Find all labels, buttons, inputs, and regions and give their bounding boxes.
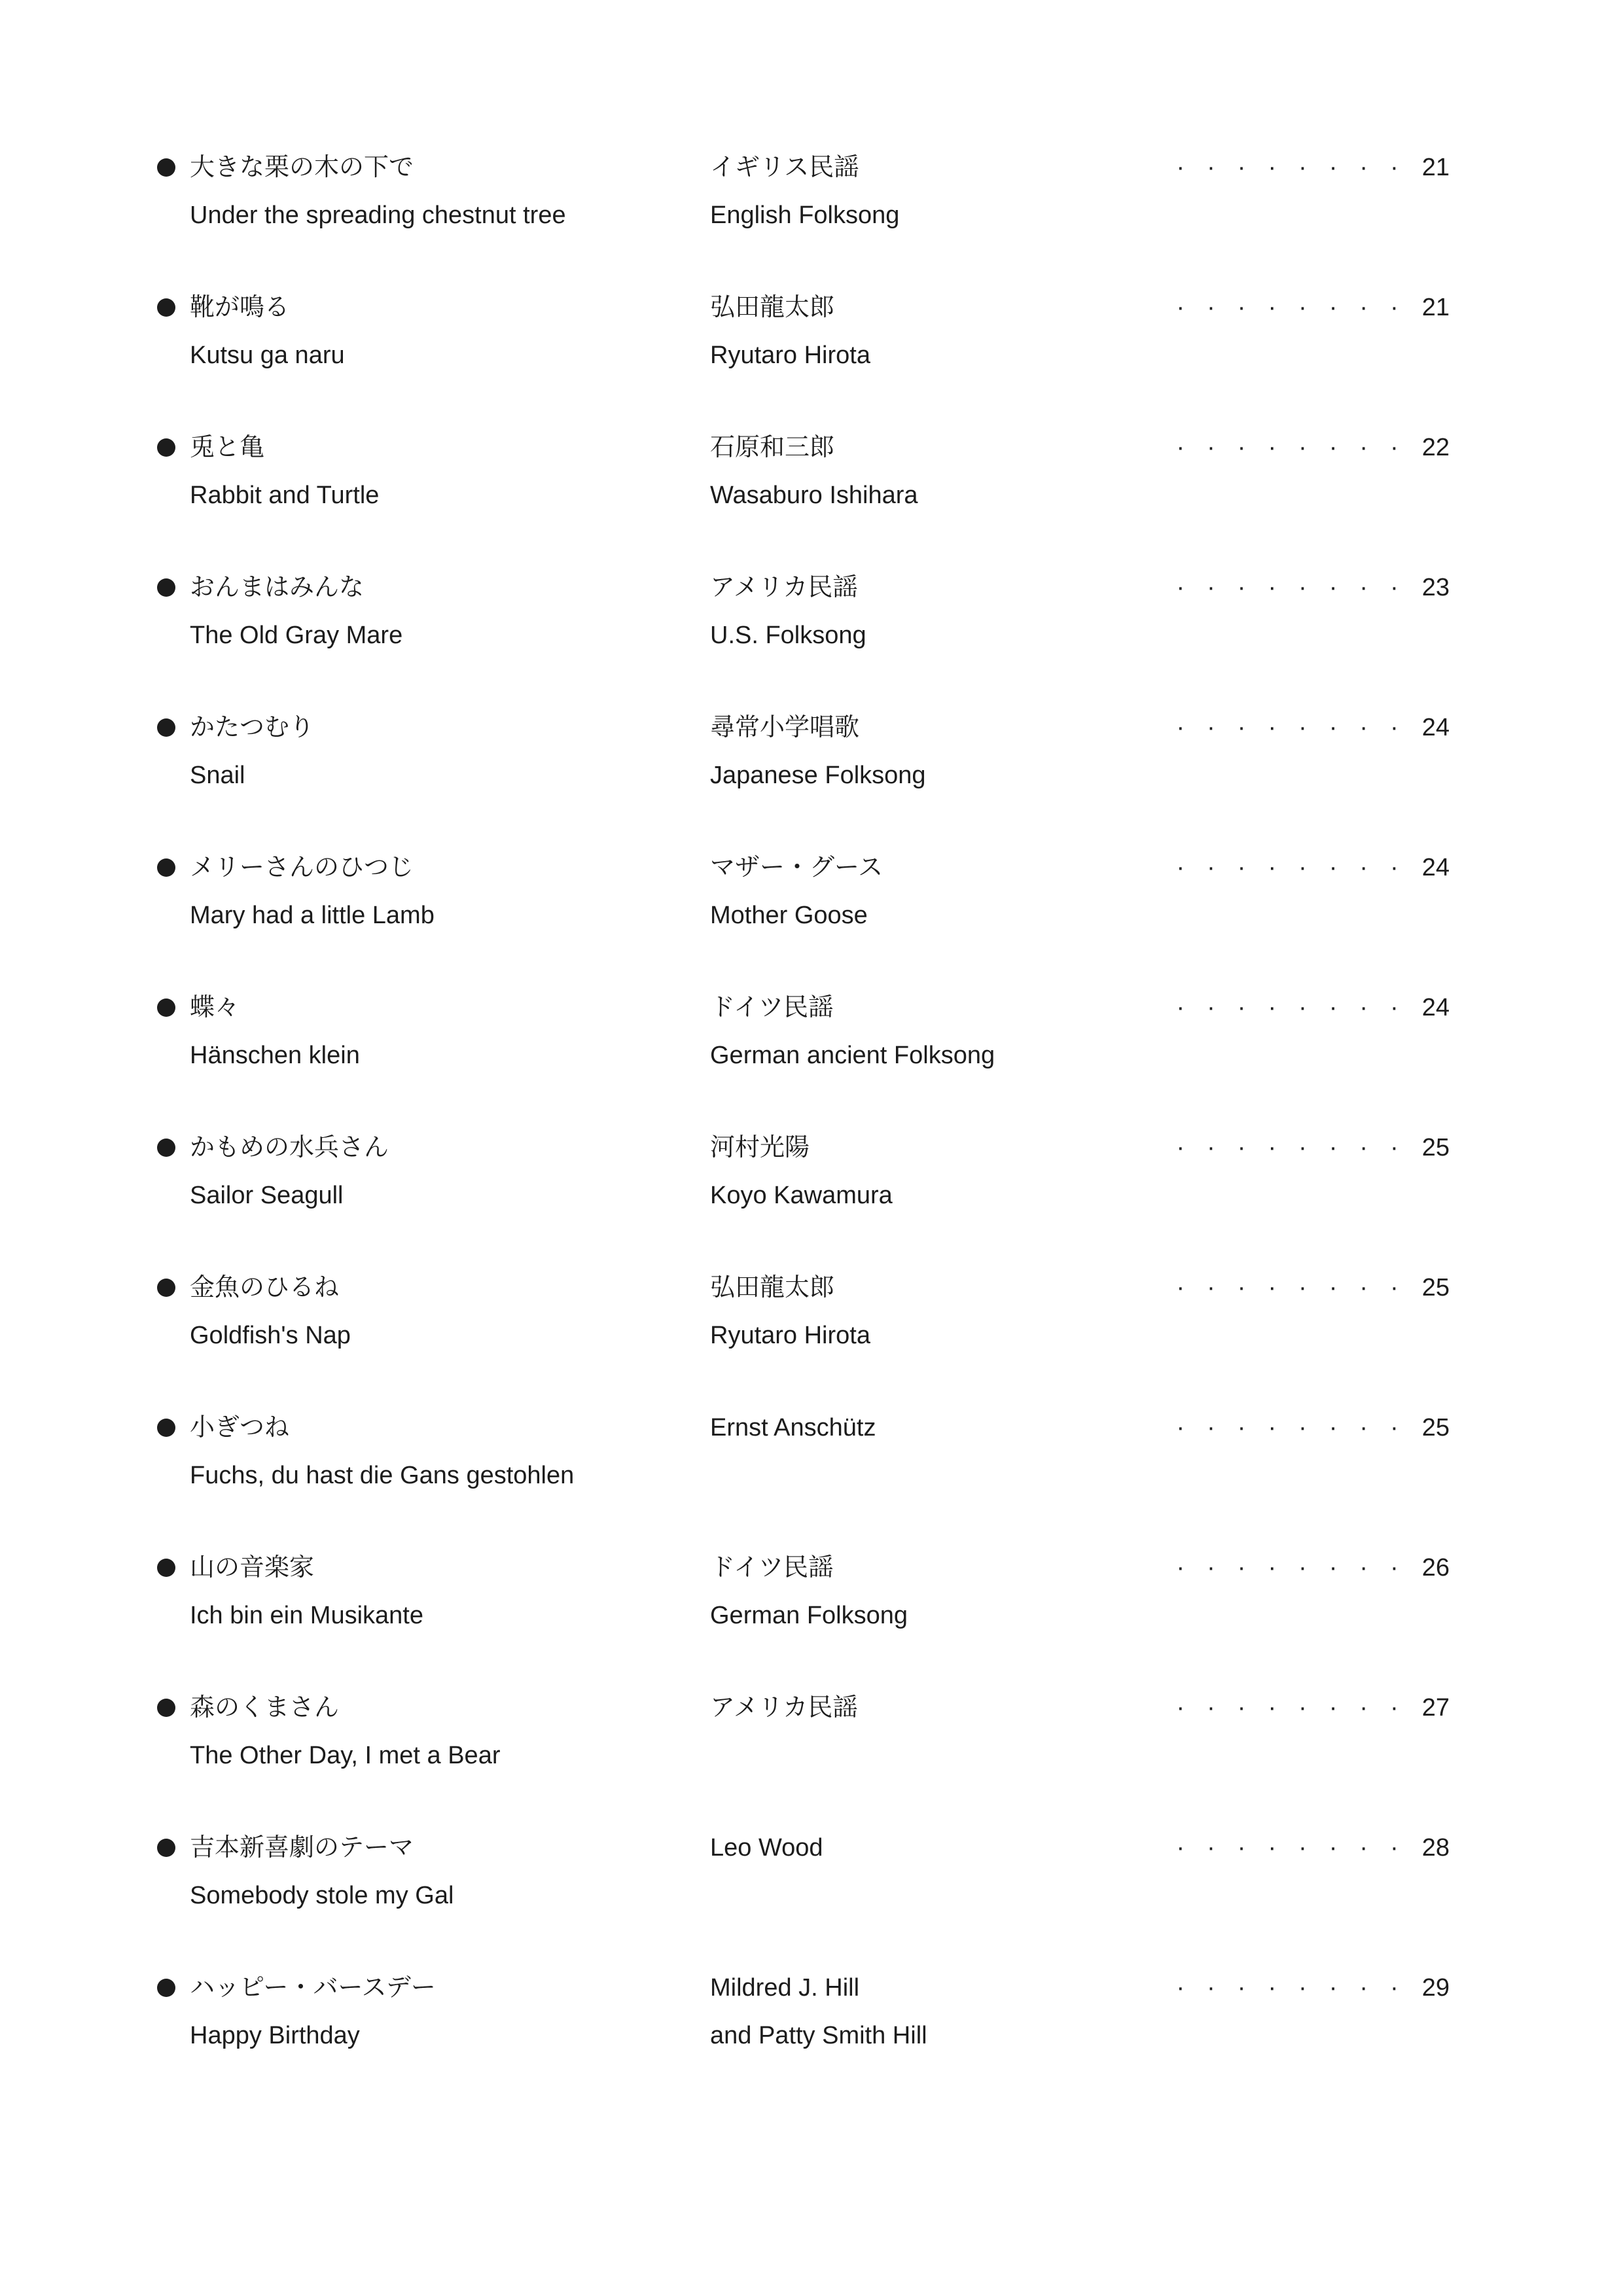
composer-ja: Mildred J. Hill [710,1974,860,2002]
bullet-cell [157,1693,190,1771]
composer-cell [710,433,1152,510]
title-cell [190,573,710,650]
title-cell [190,1133,710,1210]
composer-en [710,1881,1152,1911]
bullet-icon [157,1139,175,1157]
pageref-cell [1152,1133,1450,1210]
leader-dots: ········ [1176,1134,1421,1161]
composer-en: and Patty Smith Hill [710,2022,927,2049]
composer-en [710,1740,1152,1771]
toc-entry [157,1553,1450,1693]
pageref-cell [1152,1973,1450,2051]
bullet-icon [157,158,175,177]
leader-dots: ········ [1176,1554,1421,1581]
composer-cell [710,1413,1152,1491]
title-ja: おんまはみんな [190,574,365,601]
title-ja: 森のくまさん [190,1694,340,1722]
bullet-cell [157,1133,190,1210]
composer-ja: 弘田龍太郎 [710,294,835,321]
title-cell [190,292,710,370]
title-ja: かたつむり [190,714,315,741]
composer-en: German ancient Folksong [710,1042,995,1069]
pageref-cell [1152,853,1450,930]
title-en: Snail [190,762,245,789]
title-en: Goldfish's Nap [190,1322,351,1349]
bullet-icon [157,1279,175,1297]
composer-ja: ドイツ民謡 [710,994,834,1021]
pageref-cell [1152,1413,1450,1491]
pageref-cell [1152,1553,1450,1631]
bullet-icon [157,1839,175,1857]
leader-dots: ········ [1176,854,1421,881]
composer-en: Ryutaro Hirota [710,1322,870,1349]
bullet-icon [157,718,175,737]
composer-cell [710,1693,1152,1771]
bullet-cell [157,853,190,930]
title-ja: 山の音楽家 [190,1554,315,1581]
toc-entry [157,292,1450,433]
composer-cell [710,993,1152,1070]
bullet-cell [157,1973,190,2051]
composer-cell [710,152,1152,230]
bullet-cell [157,292,190,370]
bullet-cell [157,1833,190,1911]
title-en: Sailor Seagull [190,1182,344,1209]
title-cell [190,433,710,510]
pageref-cell [1152,713,1450,790]
composer-cell [710,573,1152,650]
pageref-cell [1152,1833,1450,1911]
composer-ja: ドイツ民謡 [710,1554,834,1581]
title-cell [190,1553,710,1631]
toc-entry [157,713,1450,853]
toc-entry [157,573,1450,713]
bullet-cell [157,152,190,230]
leader-dots: ········ [1176,1414,1421,1441]
title-ja: 金魚のひるね [190,1274,340,1301]
title-cell [190,1273,710,1351]
bullet-cell [157,433,190,510]
composer-cell [710,1133,1152,1210]
pageref-cell [1152,1693,1450,1771]
page-number: 21 [1421,154,1450,181]
composer-ja: 弘田龍太郎 [710,1274,835,1301]
composer-cell [710,292,1152,370]
title-cell [190,1693,710,1771]
toc-entry [157,433,1450,573]
bullet-icon [157,998,175,1017]
title-en: Happy Birthday [190,2022,360,2049]
page-number: 28 [1421,1834,1450,1862]
title-ja: メリーさんのひつじ [190,854,414,881]
bullet-cell [157,993,190,1070]
composer-ja: Leo Wood [710,1834,823,1862]
page-number: 21 [1421,294,1450,321]
composer-cell [710,1973,1152,2051]
title-ja: 大きな栗の木の下で [190,154,414,181]
toc-entry [157,853,1450,993]
pageref-cell [1152,1273,1450,1351]
composer-cell [710,713,1152,790]
title-ja: 小ぎつね [190,1414,290,1441]
title-cell [190,993,710,1070]
title-ja: 吉本新喜劇のテーマ [190,1834,414,1862]
composer-cell [710,853,1152,930]
bullet-icon [157,858,175,877]
title-en: Kutsu ga naru [190,342,345,369]
composer-en [710,1460,1152,1491]
bullet-icon [157,1699,175,1717]
page-number: 25 [1421,1134,1450,1161]
bullet-cell [157,1273,190,1351]
composer-en: Mother Goose [710,902,868,929]
title-en: The Other Day, I met a Bear [190,1742,501,1769]
title-cell [190,1413,710,1491]
page-number: 25 [1421,1414,1450,1441]
leader-dots: ········ [1176,574,1421,601]
title-en: The Old Gray Mare [190,622,403,649]
toc-entry [157,1973,1450,2113]
bullet-cell [157,573,190,650]
page-number: 24 [1421,714,1450,741]
title-ja: 靴が鳴る [190,294,290,321]
toc-entry [157,1413,1450,1553]
composer-en: Koyo Kawamura [710,1182,893,1209]
bullet-icon [157,438,175,457]
leader-dots: ········ [1176,294,1421,321]
composer-en: English Folksong [710,202,900,229]
leader-dots: ········ [1176,154,1421,181]
toc-list [157,152,1450,2113]
toc-entry [157,1273,1450,1413]
bullet-icon [157,1559,175,1577]
bullet-cell [157,1553,190,1631]
leader-dots: ········ [1176,1834,1421,1862]
leader-dots: ········ [1176,1274,1421,1301]
title-ja: 蝶々 [190,994,240,1021]
page-number: 24 [1421,994,1450,1021]
composer-en: Ryutaro Hirota [710,342,870,369]
title-en: Under the spreading chestnut tree [190,202,566,229]
composer-ja: アメリカ民謡 [710,1694,858,1722]
leader-dots: ········ [1176,994,1421,1021]
title-en: Hänschen klein [190,1042,360,1069]
composer-cell [710,1273,1152,1351]
pageref-cell [1152,993,1450,1070]
composer-en: Japanese Folksong [710,762,926,789]
title-cell [190,853,710,930]
composer-en: German Folksong [710,1602,908,1629]
composer-ja: Ernst Anschütz [710,1414,876,1441]
title-ja: ハッピー・バースデー [190,1974,436,2002]
title-ja: かもめの水兵さん [190,1134,389,1161]
title-en: Fuchs, du hast die Gans gestohlen [190,1462,575,1489]
title-en: Somebody stole my Gal [190,1882,454,1909]
toc-entry [157,1833,1450,1973]
composer-en: U.S. Folksong [710,622,866,649]
bullet-icon [157,1419,175,1437]
bullet-cell [157,1413,190,1491]
leader-dots: ········ [1176,1694,1421,1722]
bullet-icon [157,298,175,317]
composer-ja: 河村光陽 [710,1134,810,1161]
toc-entry [157,1693,1450,1833]
composer-ja: アメリカ民謡 [710,574,858,601]
pageref-cell [1152,433,1450,510]
page-number: 26 [1421,1554,1450,1581]
title-cell [190,713,710,790]
page-number: 23 [1421,574,1450,601]
title-ja: 兎と亀 [190,434,265,461]
page-number: 27 [1421,1694,1450,1722]
bullet-icon [157,578,175,597]
title-cell [190,152,710,230]
toc-entry [157,152,1450,292]
bullet-cell [157,713,190,790]
page-number: 24 [1421,854,1450,881]
composer-en: Wasaburo Ishihara [710,482,918,509]
composer-ja: 石原和三郎 [710,434,835,461]
pageref-cell [1152,292,1450,370]
composer-cell [710,1833,1152,1911]
page-number: 22 [1421,434,1450,461]
title-en: Rabbit and Turtle [190,482,380,509]
composer-cell [710,1553,1152,1631]
page-number: 25 [1421,1274,1450,1301]
title-cell [190,1973,710,2051]
composer-ja: イギリス民謡 [710,154,859,181]
bullet-icon [157,1979,175,1997]
leader-dots: ········ [1176,714,1421,741]
toc-entry [157,993,1450,1133]
composer-ja: 尋常小学唱歌 [710,714,860,741]
leader-dots: ········ [1176,434,1421,461]
title-cell [190,1833,710,1911]
leader-dots: ········ [1176,1974,1421,2002]
toc-entry [157,1133,1450,1273]
composer-ja: マザー・グース [710,854,883,881]
pageref-cell [1152,573,1450,650]
title-en: Mary had a little Lamb [190,902,435,929]
pageref-cell [1152,152,1450,230]
title-en: Ich bin ein Musikante [190,1602,423,1629]
page-number: 29 [1421,1974,1450,2002]
